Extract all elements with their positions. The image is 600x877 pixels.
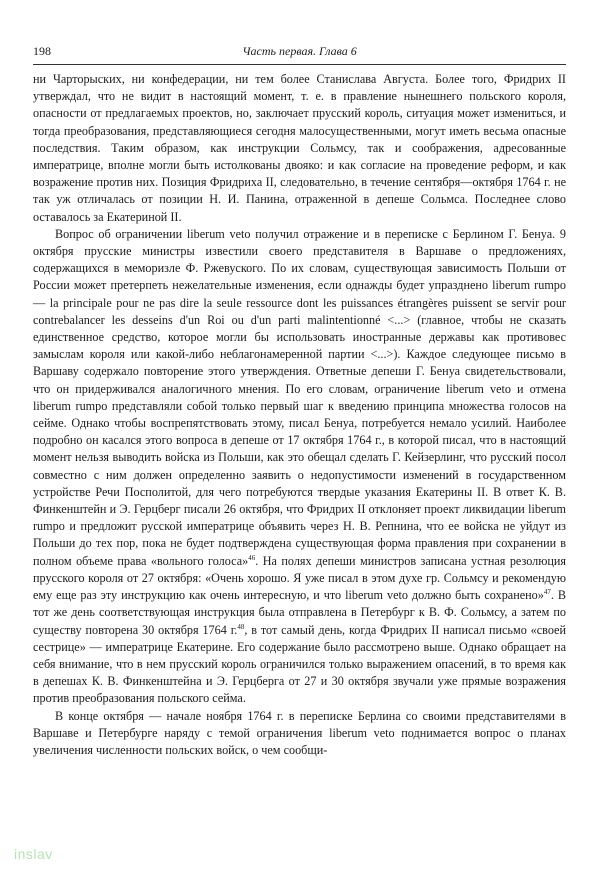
paragraph-2 (33, 226, 566, 708)
paragraph-1: ни Чарторыских, ни конфедерации, ни тем более Станислава Августа. Более того, Фридрих II утверждал, что не видит в настоящий момент, т. е. в правление нынешнего польского короля, опасности от предлагаемых проектов, но, заключает прусский король, ситуация может измениться, и тогда преобразования, представляющиеся сегодня малосущественными, могут иметь весьма опасные последствия. Таким образом, как инструкции Сольмсу, так и соображения, адресованные императрице, вполне могли быть истолкованы двояко: и как согласие на проведение реформ, и как возражение против них. Позиция Фридриха II, следовательно, в течение сентября—октября 1764 г. не так уж отличалась от позиции Н. И. Панина, отраженной в депеше Сольмса. Последнее слово оставалось за Екатериной II. (33, 72, 566, 224)
paragraph-3: В конце октября — начале ноября 1764 г. в переписке Берлина со своими представителями в Варшаве и Петербурге наряду с темой ограничения liberum veto поднимается вопрос о планах увеличения численности польских войск, о чем сообщи- (33, 708, 566, 757)
footnote-ref-46[interactable]: 46 (248, 553, 256, 562)
paragraph-2-part-1: Вопрос об ограничении liberum veto получил отражение и в переписке с Берлином Г. Бенуа. 9 октября прусские министры известили своего представителя в Варшаве о предложениях, содержащихся в меморизле Ф. Ржевуского. По их словам, существующая зависимость Польши от России может претерпеть нежелательные изменения, если однажды будет упразднено liberum rumpo — la principale pour ne pas dire la seule ressource dont les puissances étrangères puissent se servir pour contrebalancer les desseins d'un Roi ou d'un parti malintentionné <...> (главное, чтобы не сказать единственное средство, которое могли бы использовать иностранные державы как противовес замыслам короля или какой-либо неблагонамеренной партии <...>). Каждое следующее письмо в Варшаву содержало повторение этого утверждения. Ответные депеши Г. Бенуа свидетельствовали, что он придерживался аналогичного мнения. По его словам, ограничение liberum veto и отмена liberum rumpo представляли собой только первый шаг к введению принципа множества голосов на сейме. Однако чтобы воспрепятствовать этому, писал Бенуа, потребуется немало усилий. Наиболее подробно он касался этого вопроса в депеше от 17 октября 1764 г., в которой писал, что в настоящий момент нельзя выводить войска из Польши, как это обещал сделать Г. Кейзерлинг, что русский посол совместно с ним должен определенно заявить о недопустимости изменений в государственном устройстве Речи Посполитой, для чего потребуются твердые указания Екатерины II. В ответ К. В. Финкенштейн и Э. Герцберг писали 26 октября, что Фридрих II отклоняет проект ликвидации liberum rumpo и предложит русской императрице объявить через Н. В. Репнина, что ее войска не уйдут из Польши до тех пор, пока не будет подтверждена существующая форма правления при сохранении в полном объеме права «вольного голоса» (33, 226, 566, 568)
running-title: Часть первая. Глава 6 (242, 44, 357, 58)
body-text (33, 71, 566, 759)
header-rule (33, 64, 566, 65)
footnote-ref-48[interactable]: 48 (237, 622, 245, 631)
paragraph-2-part-4: , в тот самый день, когда Фридрих II написал письмо «своей сестрице» — императрице Екатерине. Его содержание было рассмотрено выше. Однако обращает на себя внимание, что в нем прусский король ограничился только выражением опасений, в то время как в депешах К. В. Финкенштейна и Э. Герцберга от 27 и 30 октября звучали уже прямые возражения против преобразования польского сейма. (33, 622, 566, 706)
watermark: inslav (14, 846, 53, 862)
page-header (33, 44, 566, 62)
paragraph-2-part-2: . На полях депеши министров записана устная резолюция прусского короля от 27 октября: «Очень хорошо. Я уже писал в этом духе гр. Сольмсу и рекомендую ему еще раз эту инструкцию как очень интересную, и что liberum veto должно быть сохранено» (33, 553, 566, 603)
page-number: 198 (33, 44, 51, 58)
paragraph-2-part-3: . В тот же день соответствующая инструкция была отправлена в Петербург к В. Ф. Сольмсу, а затем по существу повторена 30 октября 1764 г. (33, 588, 566, 637)
footnote-ref-47[interactable]: 47 (543, 588, 551, 597)
